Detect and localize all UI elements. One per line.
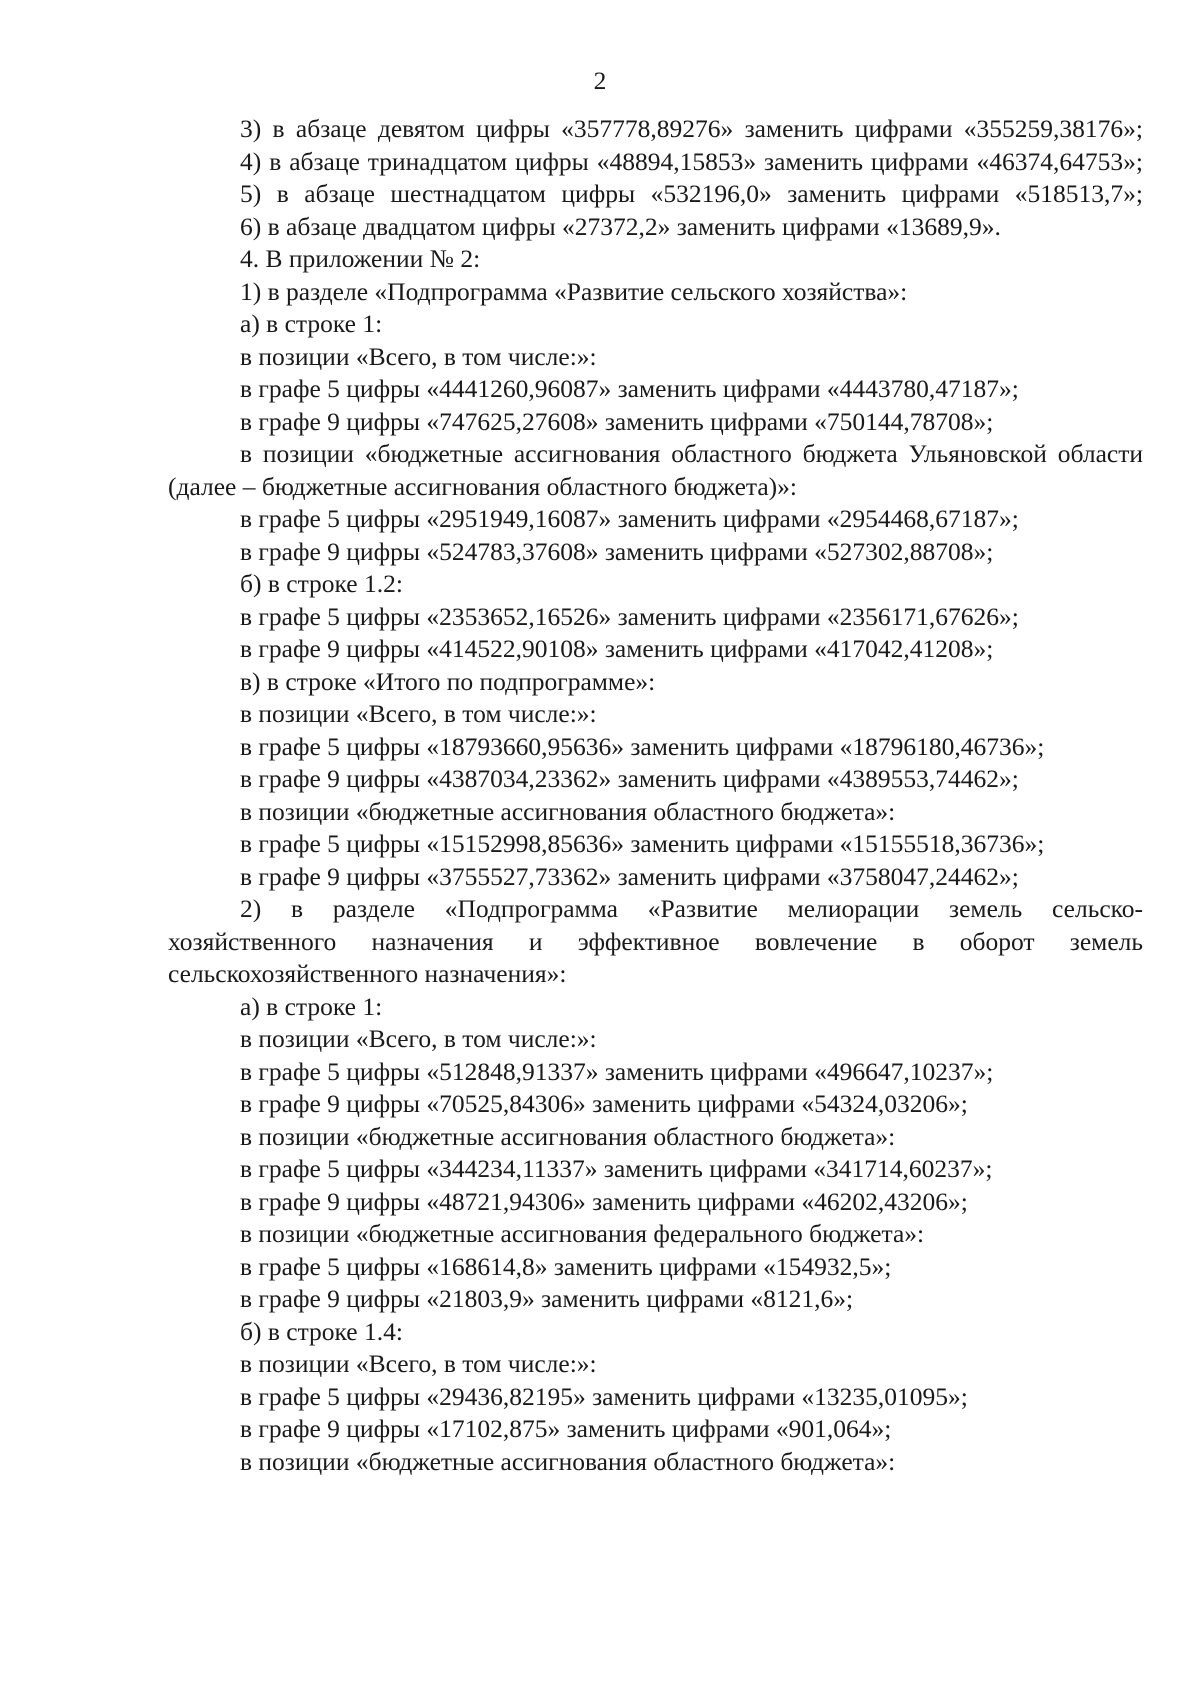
paragraph: 2) в разделе «Подпрограмма «Развитие мелиорации земель сельско-хозяйственного назначения и эффективное вовлечение в оборот земель сельскохозяйственного назначения»: [168,894,1143,988]
paragraph: в графе 9 цифры «21803,9» заменить цифрами «8121,6»; [240,1284,854,1313]
paragraph: в графе 5 цифры «168614,8» заменить цифрами «154932,5»; [240,1251,892,1281]
paragraph: б) в строке 1.2: [240,569,403,598]
paragraph: в) в строке «Итого по подпрограмме»: [240,666,656,696]
paragraph: 3) в абзаце девятом цифры «357778,89276» заменить цифрами «355259,38176»; [240,114,1143,143]
paragraph: в графе 9 цифры «17102,875» заменить цифрами «901,064»; [240,1414,892,1443]
paragraph: 5) в абзаце шестнадцатом цифры «532196,0» заменить цифрами «518513,7»; [240,179,1143,208]
paragraph: в графе 5 цифры «18793660,95636» заменить цифрами «18796180,46736»; [240,731,1045,761]
document-body [168,113,1143,1478]
paragraph: б) в строке 1.4: [240,1316,403,1346]
paragraph: в графе 9 цифры «48721,94306» заменить цифрами «46202,43206»; [240,1186,968,1216]
paragraph: 4) в абзаце тринадцатом цифры «48894,15853» заменить цифрами «46374,64753»; [240,146,1143,176]
paragraph: в позиции «бюджетные ассигнования областного бюджета Ульяновской области (далее – бюджетные ассигнования областного бюджета)»: [168,439,1143,501]
paragraph: 6) в абзаце двадцатом цифры «27372,2» заменить цифрами «13689,9». [240,211,1001,241]
paragraph: в графе 9 цифры «414522,90108» заменить цифрами «417042,41208»; [240,634,994,663]
paragraph: а) в строке 1: [240,991,383,1021]
paragraph: в графе 9 цифры «70525,84306» заменить цифрами «54324,03206»; [240,1089,968,1118]
paragraph: в графе 9 цифры «4387034,23362» заменить цифрами «4389553,74462»; [240,764,1019,793]
paragraph: в позиции «бюджетные ассигнования областного бюджета»: [240,796,896,826]
paragraph: в позиции «бюджетные ассигнования федерального бюджета»: [240,1219,925,1248]
paragraph: в позиции «Всего, в том числе:»: [240,1349,597,1378]
paragraph: 4. В приложении № 2: [240,244,481,273]
paragraph: в графе 5 цифры «4441260,96087» заменить цифрами «4443780,47187»; [240,374,1019,403]
paragraph: а) в строке 1: [240,309,383,338]
paragraph: в графе 5 цифры «2353652,16526» заменить цифрами «2356171,67626»; [240,601,1019,631]
paragraph: в графе 5 цифры «512848,91337» заменить цифрами «496647,10237»; [240,1056,994,1086]
paragraph: в позиции «Всего, в том числе:»: [240,341,597,371]
page-number: 2 [593,66,607,95]
paragraph: в графе 9 цифры «524783,37608» заменить цифрами «527302,88708»; [240,536,994,566]
paragraph: в графе 9 цифры «747625,27608» заменить цифрами «750144,78708»; [240,406,994,436]
paragraph: в графе 9 цифры «3755527,73362» заменить цифрами «3758047,24462»; [240,861,1019,891]
paragraph: в графе 5 цифры «29436,82195» заменить цифрами «13235,01095»; [240,1381,968,1411]
paragraph: в позиции «бюджетные ассигнования областного бюджета»: [240,1121,896,1151]
paragraph: в позиции «Всего, в том числе:»: [240,699,597,728]
paragraph: в графе 5 цифры «344234,11337» заменить цифрами «341714,60237»; [240,1154,993,1183]
paragraph: в графе 5 цифры «2951949,16087» заменить цифрами «2954468,67187»; [240,504,1019,533]
paragraph: 1) в разделе «Подпрограмма «Развитие сельского хозяйства»: [240,276,908,306]
paragraph: в графе 5 цифры «15152998,85636» заменить цифрами «15155518,36736»; [240,829,1045,858]
paragraph: в позиции «Всего, в том числе:»: [240,1024,597,1053]
paragraph: в позиции «бюджетные ассигнования областного бюджета»: [240,1446,896,1476]
